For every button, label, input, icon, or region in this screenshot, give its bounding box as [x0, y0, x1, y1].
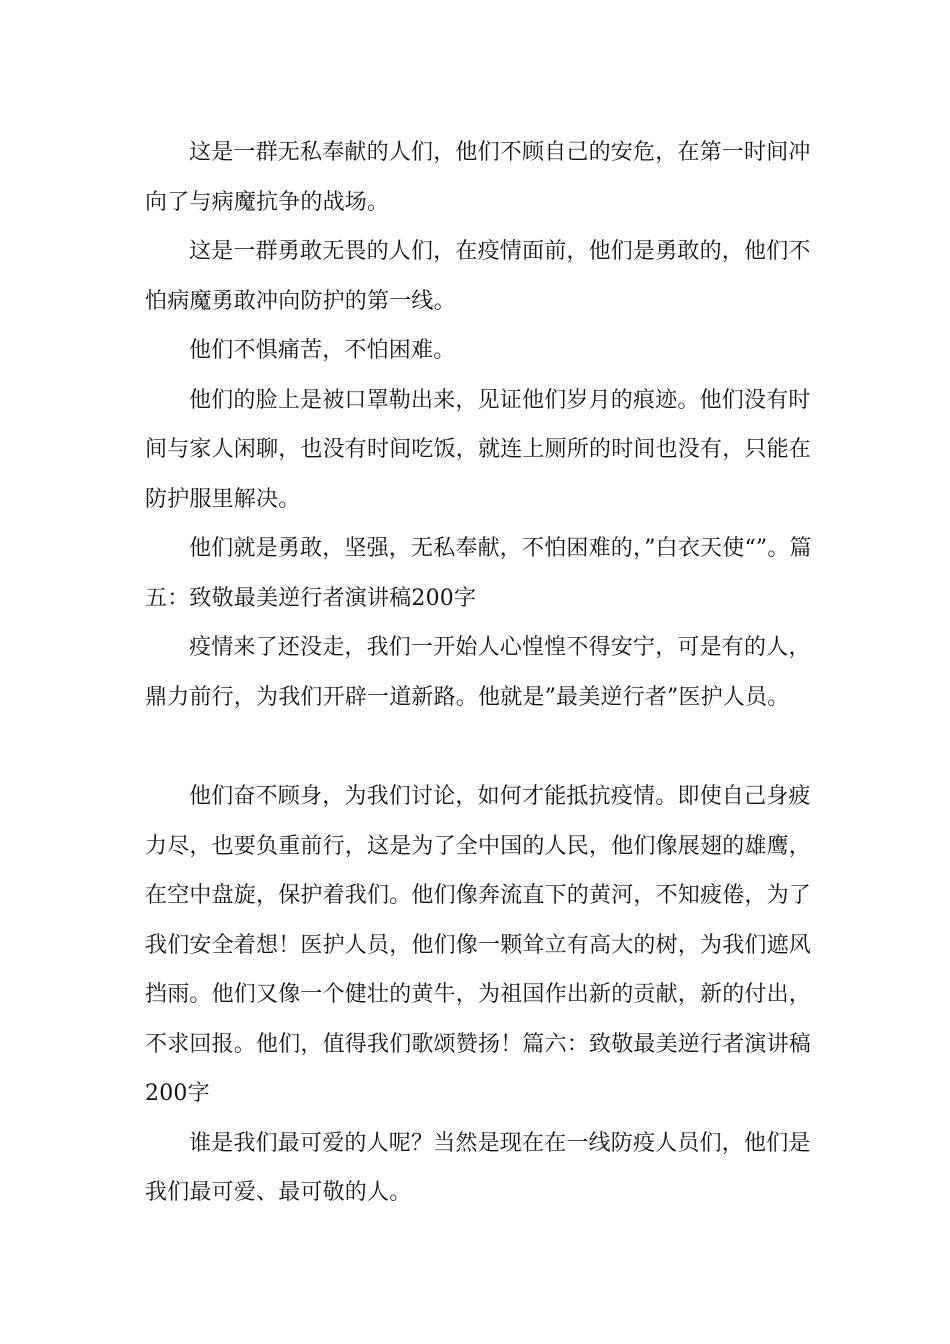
paragraph-3: 他们不惧痛苦，不怕困难。 — [189, 338, 456, 363]
paragraph-1: 这是一群无私奉献的人们，他们不顾自己的安危，在第一时间冲向了与病魔抗争的战场。 — [145, 140, 811, 215]
paragraph-4: 他们的脸上是被口罩勒出来，见证他们岁月的痕迹。他们没有时间与家人闲聊，也没有时间吃饭，就连上厕所的时间也没有，只能在防护服里解决。 — [145, 387, 812, 512]
paragraph-2: 这是一群勇敢无畏的人们，在疫情面前，他们是勇敢的，他们不怕病魔勇敢冲向防护的第一线。 — [145, 239, 811, 314]
paragraph-5: 他们就是勇敢，坚强，无私奉献，不怕困难的，”白衣天使“”。篇五：致敬最美逆行者演讲稿200字 — [145, 536, 812, 611]
paragraph-6: 疫情来了还没走，我们一开始人心惶惶不得安宁，可是有的人，鼎力前行，为我们开辟一道新路。他就是”最美逆行者”医护人员。 — [145, 635, 811, 710]
paragraph-8: 谁是我们最可爱的人呢？当然是现在在一线防疫人员们，他们是我们最可爱、最可敬的人。 — [145, 1130, 811, 1205]
document-body — [145, 128, 825, 1218]
paragraph-7: 他们奋不顾身，为我们讨论，如何才能抵抗疫情。即使自己身疲力尽，也要负重前行，这是为了全中国的人民，他们像展翅的雄鹰，在空中盘旋，保护着我们。他们像奔流直下的黄河，不知疲倦，为了我们安全着想！医护人员，他们像一颗耸立有高大的树，为我们遮风挡雨。他们又像一个健壮的黄牛，为祖国作出新的贡献，新的付出，不求回报。他们，值得我们歌颂赞扬！篇六：致敬最美逆行者演讲稿200字 — [145, 784, 812, 1106]
paragraph-spacer — [145, 722, 825, 772]
